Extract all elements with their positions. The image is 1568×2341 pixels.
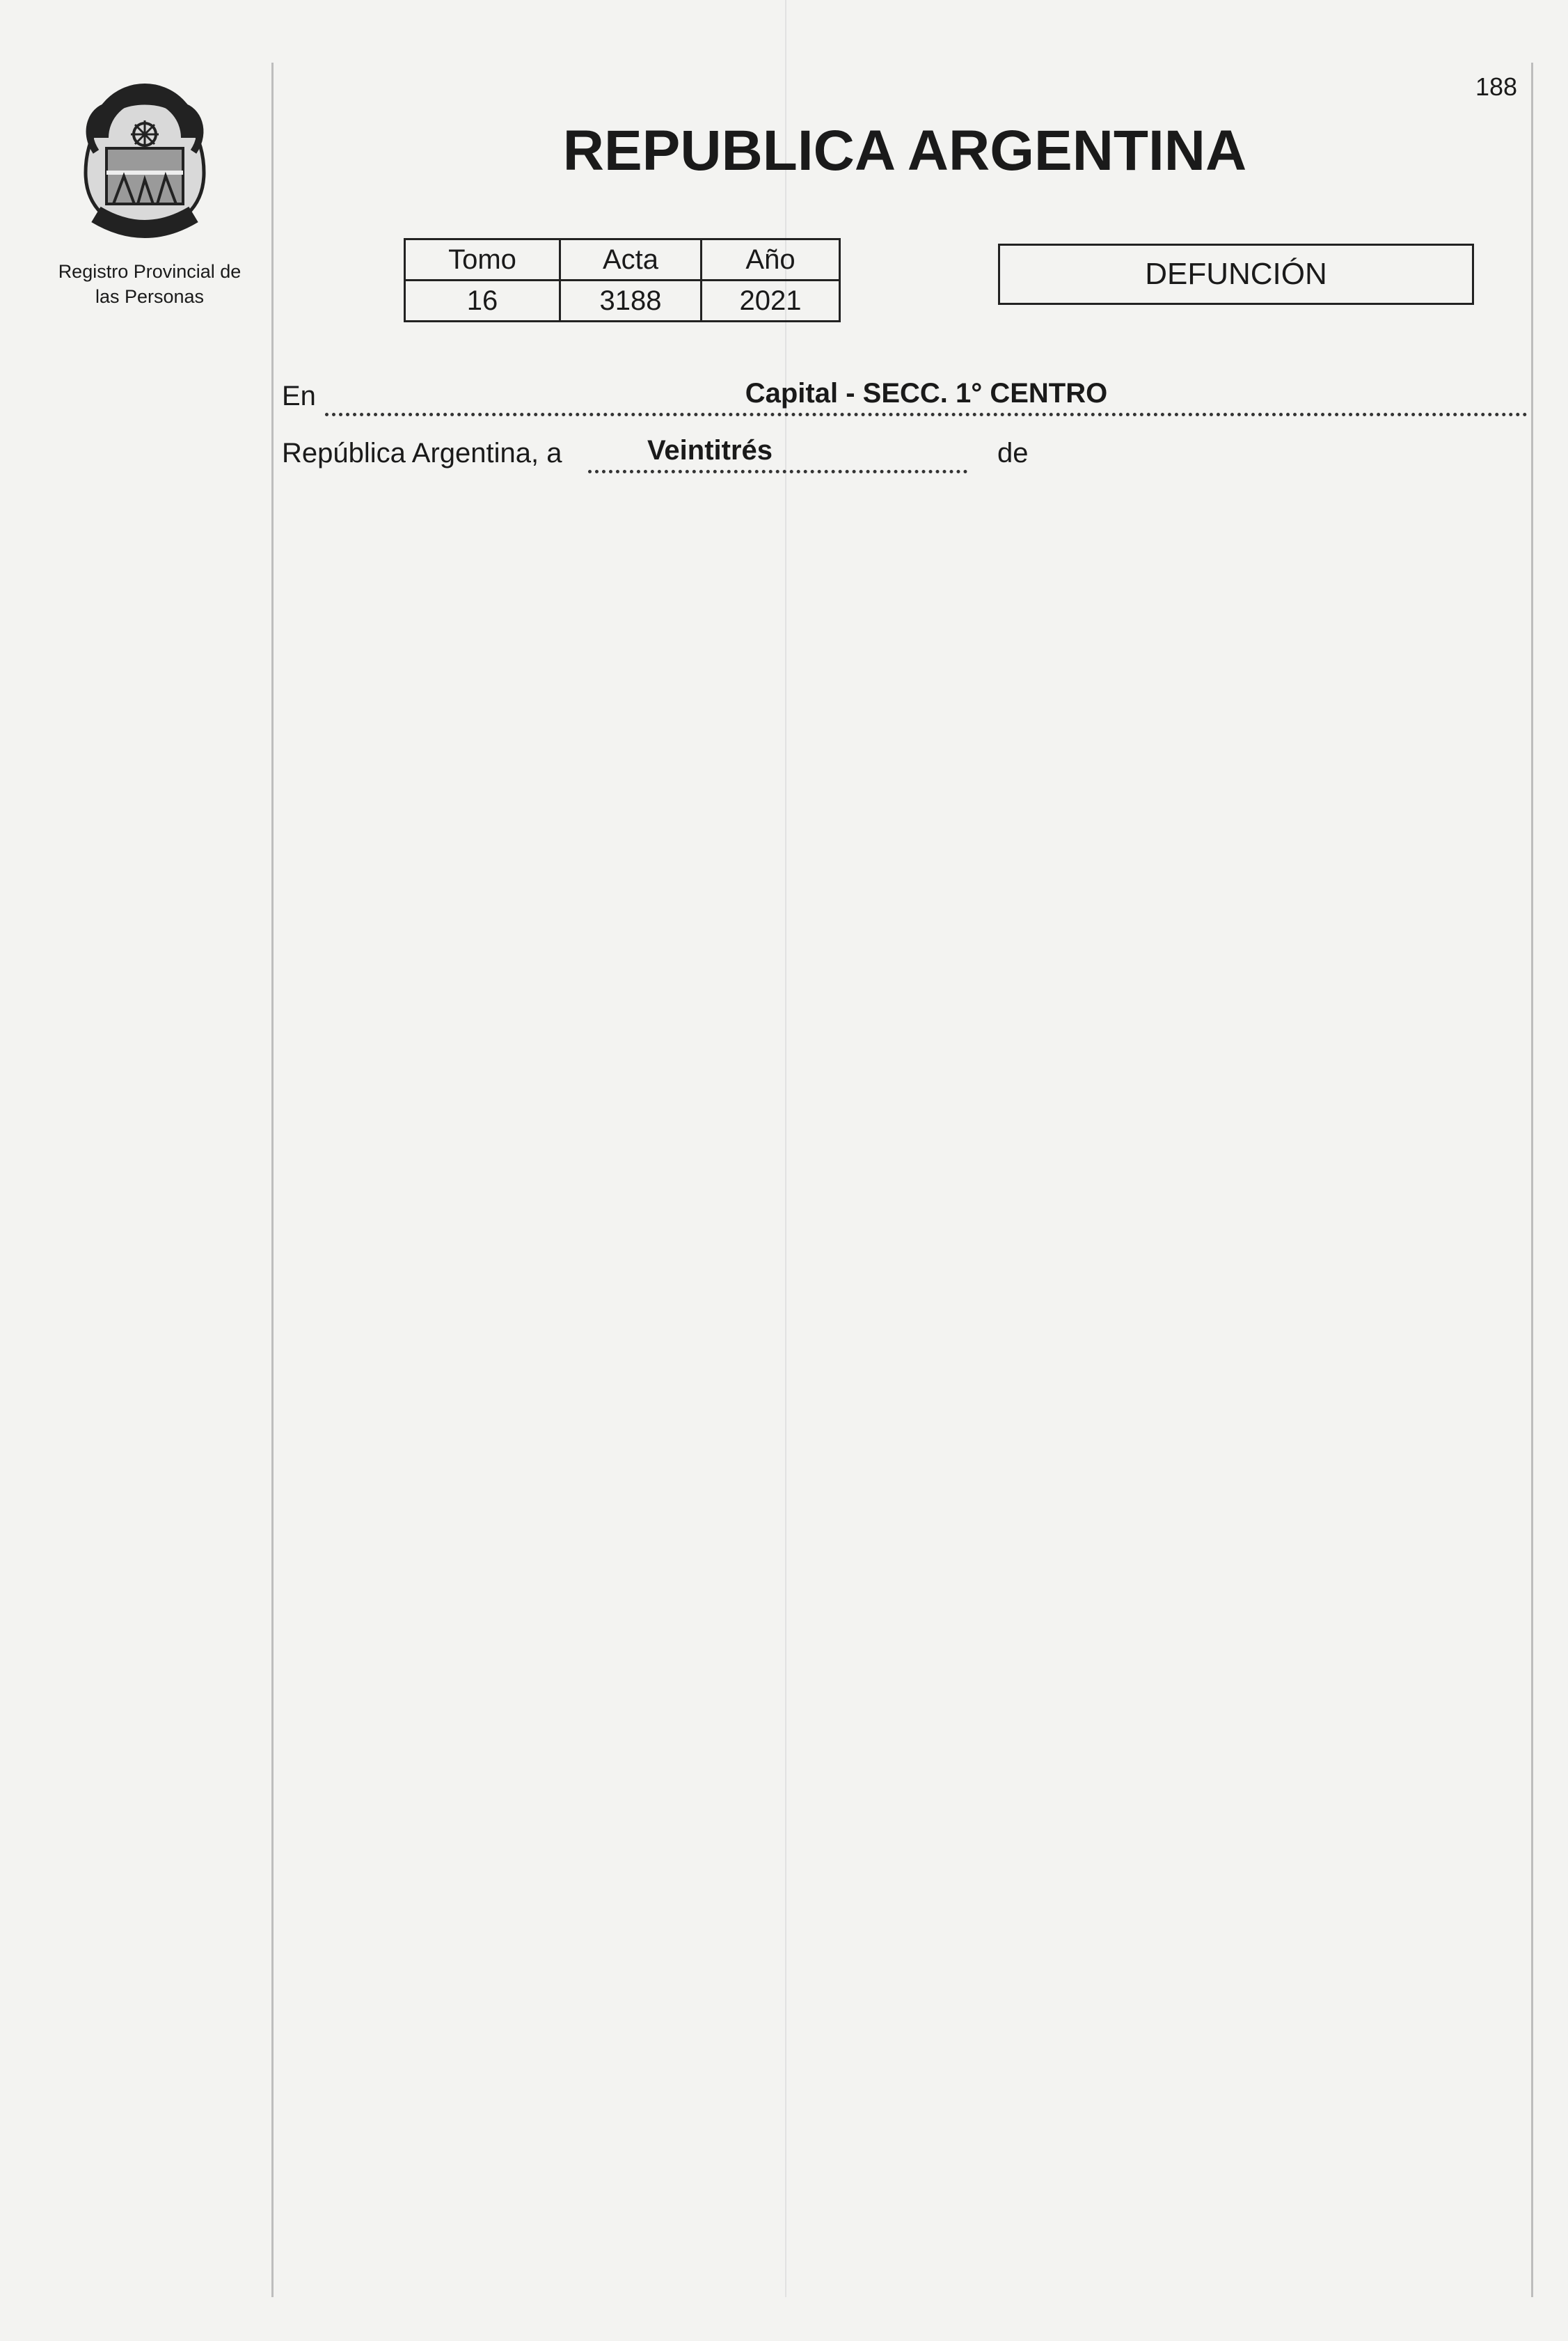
registry-label-line2: las Personas xyxy=(95,286,205,307)
record-header-acta: Acta xyxy=(560,239,702,281)
en-value: Capital - SECC. 1° CENTRO xyxy=(745,378,1108,409)
record-value-acta: 3188 xyxy=(560,281,702,322)
registry-label xyxy=(38,259,261,309)
page-title: REPUBLICA ARGENTINA xyxy=(562,119,1247,182)
right-margin-line xyxy=(1531,63,1533,2297)
day-dotted-line xyxy=(588,470,967,473)
row-en xyxy=(282,375,1528,416)
record-header-row xyxy=(405,239,840,281)
left-margin-line xyxy=(271,63,274,2297)
registry-label-line1: Registro Provincial de xyxy=(58,261,241,282)
republica-label: República Argentina, a xyxy=(282,438,562,468)
record-value-tomo: 16 xyxy=(405,281,560,322)
row-republica xyxy=(282,432,1528,473)
record-value-row xyxy=(405,281,840,322)
de-label: de xyxy=(997,438,1029,468)
misiones-seal-icon xyxy=(75,82,214,242)
document-type-box: DEFUNCIÓN xyxy=(998,244,1474,305)
en-dotted-line xyxy=(325,413,1528,416)
paper-fold xyxy=(785,0,786,2297)
record-value-ano: 2021 xyxy=(702,281,840,322)
page-number: 188 xyxy=(1475,72,1518,101)
record-header-ano: Año xyxy=(702,239,840,281)
en-label: En xyxy=(282,381,316,411)
record-header-tomo: Tomo xyxy=(405,239,560,281)
record-table xyxy=(404,238,841,322)
day-text-value: Veintitrés xyxy=(647,435,773,466)
